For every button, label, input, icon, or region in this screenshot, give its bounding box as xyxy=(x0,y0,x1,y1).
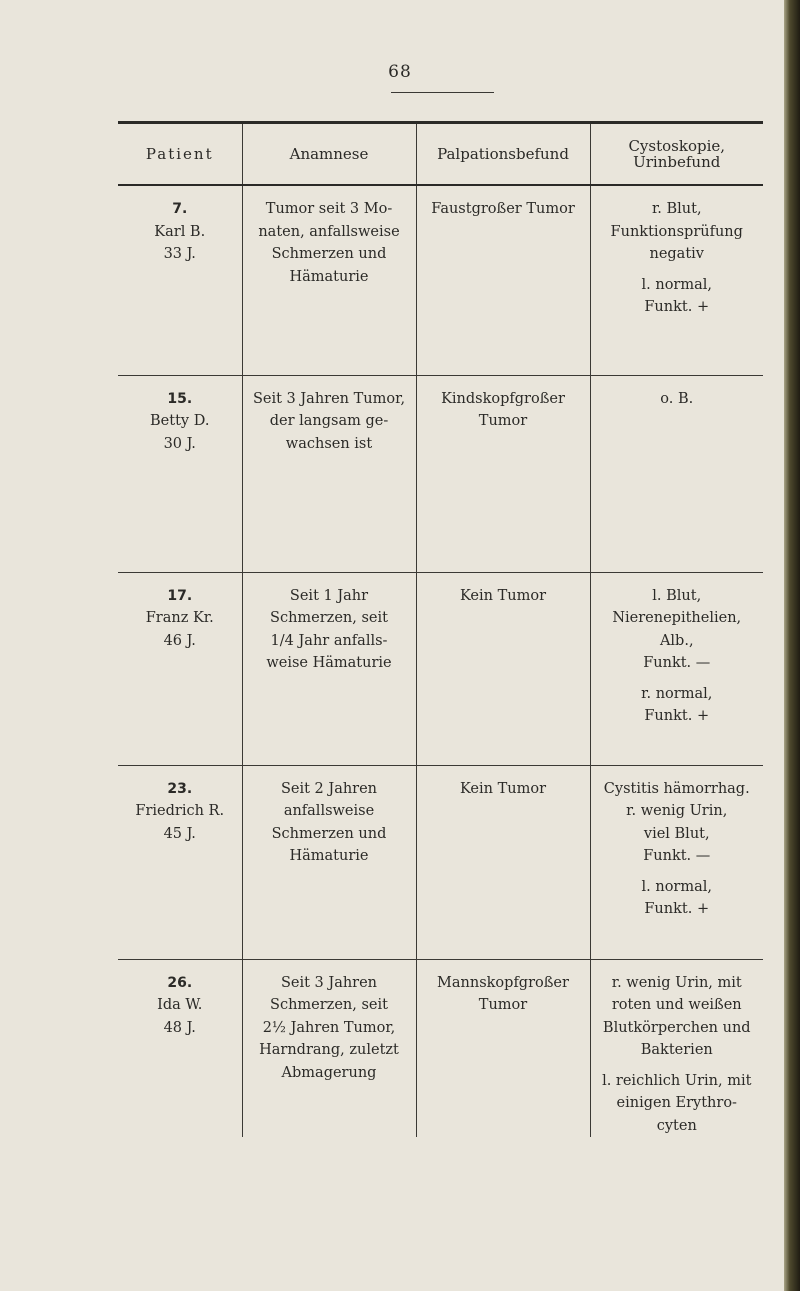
table-row xyxy=(118,375,763,572)
anamnese-line: Seit 2 Jahren xyxy=(280,780,378,797)
palpation-cell xyxy=(416,572,590,765)
anamnese-cell xyxy=(242,185,416,375)
cystoscopy-line: viel Blut, xyxy=(643,825,710,842)
patient-age: 48 J. xyxy=(163,1019,196,1036)
palpation-line: Kein Tumor xyxy=(459,587,547,604)
patient-name: Franz Kr. xyxy=(145,610,214,626)
anamnese-line: weise Hämaturie xyxy=(266,655,392,671)
cystoscopy-line: l. normal, xyxy=(641,276,712,293)
anamnese-line: Schmerzen, seit xyxy=(270,997,388,1013)
palpation-line: Tumor xyxy=(478,413,528,429)
anamnese-line: wachsen ist xyxy=(285,435,373,452)
cystoscopy-cell xyxy=(590,375,763,572)
cystoscopy-cell xyxy=(590,572,763,765)
anamnese-line: Harndrang, zuletzt xyxy=(259,1042,399,1058)
anamnese-line: Seit 3 Jahren Tumor, xyxy=(252,390,406,407)
palpation-cell xyxy=(416,185,590,375)
anamnese-line: Hämaturie xyxy=(289,848,369,864)
cystoscopy-line: Funkt. + xyxy=(644,299,710,315)
patient-age: 30 J. xyxy=(163,435,196,452)
patient-name: Ida W. xyxy=(157,997,203,1013)
patient-cell xyxy=(118,375,242,572)
patient-age: 45 J. xyxy=(163,825,196,842)
palpation-line: Faustgroßer Tumor xyxy=(431,201,575,217)
cystoscopy-line: Funkt. — xyxy=(643,655,711,671)
table-body xyxy=(118,185,763,1137)
patient-cell xyxy=(118,765,242,959)
patient-name: Friedrich R. xyxy=(135,803,225,819)
cystoscopy-line: r. wenig Urin, mit xyxy=(611,974,742,991)
cystoscopy-line: einigen Erythro- xyxy=(616,1095,737,1111)
palpation-line: Tumor xyxy=(478,997,528,1013)
cystoscopy-line: r. Blut, xyxy=(651,201,702,217)
anamnese-line: Tumor seit 3 Mo- xyxy=(265,201,393,217)
cystoscopy-line: l. reichlich Urin, mit xyxy=(602,1072,752,1089)
cystoscopy-line: Bakterien xyxy=(640,1042,713,1058)
table-row xyxy=(118,959,763,1137)
anamnese-line: 2½ Jahren Tumor, xyxy=(262,1019,396,1036)
table-row xyxy=(118,185,763,375)
header-palpation: Palpationsbefund xyxy=(416,123,590,186)
patient-number: 26. xyxy=(167,974,193,991)
cystoscopy-line: r. normal, xyxy=(641,685,713,702)
cystoscopy-line: roten und weißen xyxy=(611,997,742,1013)
cystoscopy-line: o. B. xyxy=(660,390,694,407)
cystoscopy-line: Funkt. — xyxy=(643,848,711,864)
table-row xyxy=(118,765,763,959)
anamnese-cell xyxy=(242,375,416,572)
cystoscopy-line: cyten xyxy=(656,1117,697,1134)
palpation-line: Kindskopfgroßer xyxy=(441,390,565,407)
page-number: 68 xyxy=(388,62,412,82)
patient-age: 46 J. xyxy=(163,632,196,649)
anamnese-cell xyxy=(242,572,416,765)
anamnese-line: 1/4 Jahr anfalls- xyxy=(270,632,388,649)
patient-number: 17. xyxy=(167,587,193,604)
header-cystoscopy: Cystoskopie, Urinbefund xyxy=(590,123,763,186)
cystoscopy-line: l. normal, xyxy=(641,878,712,895)
anamnese-line: naten, anfallsweise xyxy=(258,223,400,240)
patient-number: 23. xyxy=(167,780,193,797)
anamnese-line: Abmagerung xyxy=(281,1064,377,1081)
header-row xyxy=(118,123,763,186)
cystoscopy-line: negativ xyxy=(649,246,704,262)
cystoscopy-cell xyxy=(590,185,763,375)
patient-cell xyxy=(118,185,242,375)
patient-cell xyxy=(118,959,242,1137)
anamnese-cell xyxy=(242,765,416,959)
cystoscopy-line: Nierenepithelien, xyxy=(612,610,742,626)
anamnese-line: anfallsweise xyxy=(283,803,375,819)
cystoscopy-line: Funktionsprüfung xyxy=(610,223,743,240)
anamnese-line: Hämaturie xyxy=(289,268,369,285)
cystoscopy-cell xyxy=(590,765,763,959)
patient-age: 33 J. xyxy=(163,246,196,262)
palpation-line: Kein Tumor xyxy=(459,780,547,797)
anamnese-line: der langsam ge- xyxy=(269,413,389,429)
cystoscopy-line: Blutkörperchen und xyxy=(602,1019,751,1036)
cystoscopy-line: Cystitis hämorrhag. xyxy=(603,780,750,797)
cystoscopy-cell xyxy=(590,959,763,1137)
palpation-cell xyxy=(416,765,590,959)
patient-name: Betty D. xyxy=(150,413,210,429)
palpation-line: Mannskopfgroßer xyxy=(437,974,569,991)
patient-cell xyxy=(118,572,242,765)
book-binding-edge xyxy=(784,0,800,1291)
anamnese-line: Schmerzen, seit xyxy=(270,610,388,626)
anamnese-line: Seit 3 Jahren xyxy=(280,974,378,991)
cystoscopy-line: Funkt. + xyxy=(644,708,710,724)
cystoscopy-line: l. Blut, xyxy=(652,587,702,604)
palpation-cell xyxy=(416,959,590,1137)
anamnese-cell xyxy=(242,959,416,1137)
anamnese-line: Schmerzen und xyxy=(271,246,387,262)
patient-number: 15. xyxy=(167,390,193,407)
cystoscopy-line: r. wenig Urin, xyxy=(626,803,728,819)
cystoscopy-line: Alb., xyxy=(659,632,694,649)
header-anamnese: Anamnese xyxy=(242,123,416,186)
table-header xyxy=(118,123,763,186)
patient-number: 7. xyxy=(172,201,188,217)
cystoscopy-line: Funkt. + xyxy=(644,901,710,917)
header-patient: Patient xyxy=(118,123,242,186)
anamnese-line: Seit 1 Jahr xyxy=(289,587,369,604)
table-row xyxy=(118,572,763,765)
patient-records-table xyxy=(118,121,763,1137)
anamnese-line: Schmerzen und xyxy=(271,825,387,842)
page-number-rule xyxy=(391,92,494,93)
patient-name: Karl B. xyxy=(154,223,206,240)
palpation-cell xyxy=(416,375,590,572)
